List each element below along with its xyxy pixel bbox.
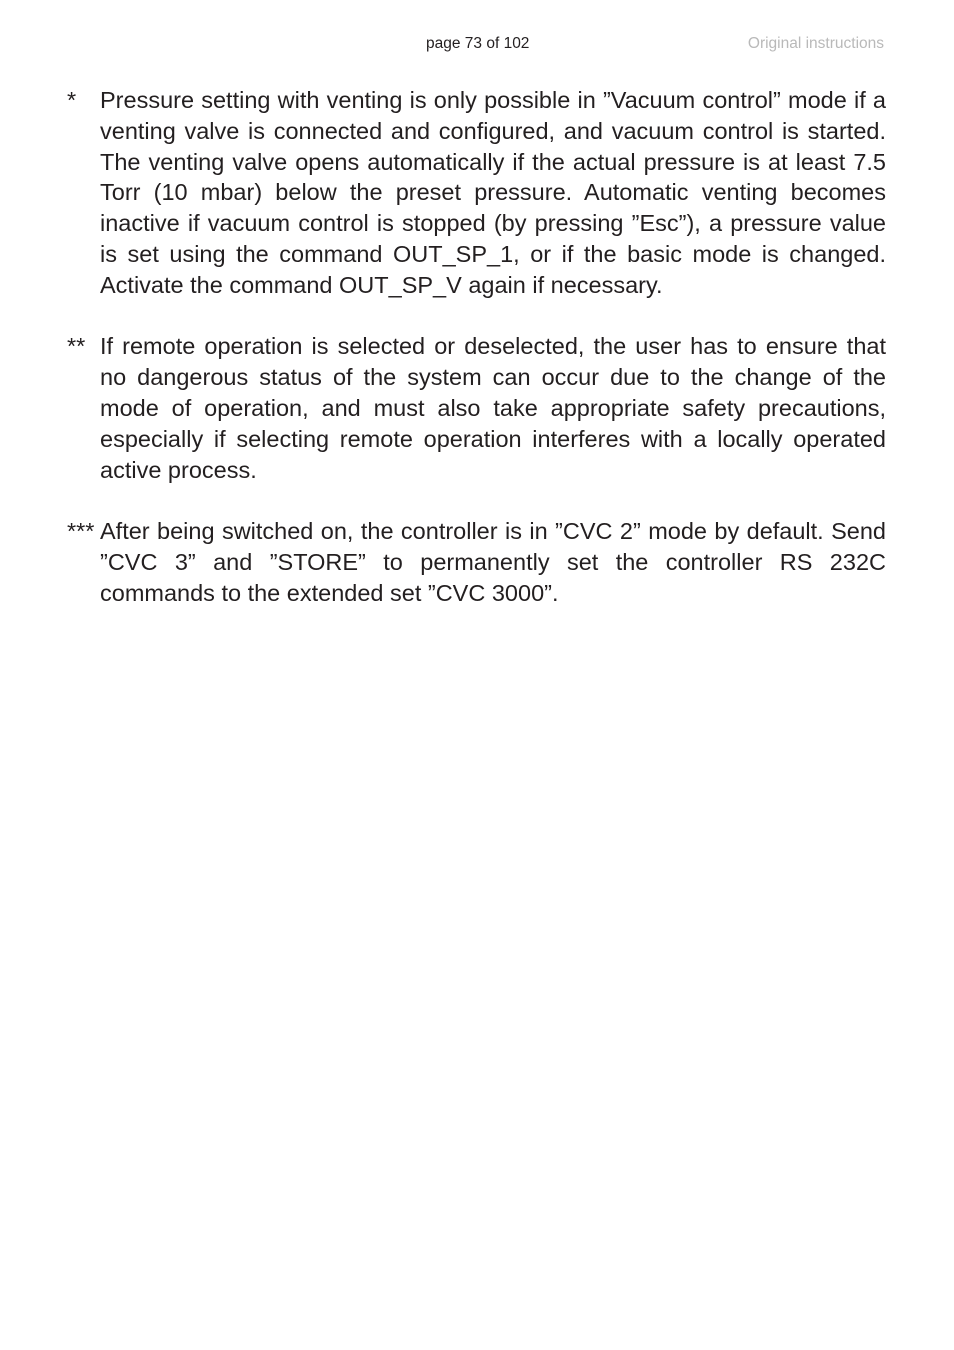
footnote-item bbox=[67, 85, 886, 301]
footnote-marker: *** bbox=[67, 518, 95, 545]
footnote-text: If remote operation is selected or deselected, the user has to ensure that no dangerous status of the system can occur due to the change of the mode of operation, and must also take appropriate safety precautions, especially if selecting remote operation interferes with a locally operated active process. bbox=[100, 333, 886, 483]
footnote-marker: * bbox=[67, 87, 77, 113]
footnote-marker: ** bbox=[67, 333, 86, 360]
footnote-text: After being switched on, the controller is in ”CVC 2” mode by default. Send ”CVC 3” and ”STORE” to permanently set the controller RS 232C commands to the extended set ”CVC 3000”. bbox=[100, 518, 886, 606]
footnote-item bbox=[67, 516, 886, 608]
footnote-text: Pressure setting with venting is only possible in ”Vacuum control” mode if a venting valve is connected and configured, and vacuum control is started. The venting valve opens automatically if the actual pressure is at least 7.5 Torr (10 mbar) below the preset pressure. Automatic venting becomes inactive if vacuum control is stopped (by pressing ”Esc”), a pressure value is set using the command OUT_SP_1, or if the basic mode is changed. Activate the command OUT_SP_V again if necessary. bbox=[100, 87, 886, 298]
page-header bbox=[0, 35, 954, 55]
footnotes-list bbox=[67, 85, 886, 639]
footnote-item bbox=[67, 331, 886, 485]
document-label: Original instructions bbox=[747, 35, 884, 52]
page-number: page 73 of 102 bbox=[426, 35, 530, 52]
